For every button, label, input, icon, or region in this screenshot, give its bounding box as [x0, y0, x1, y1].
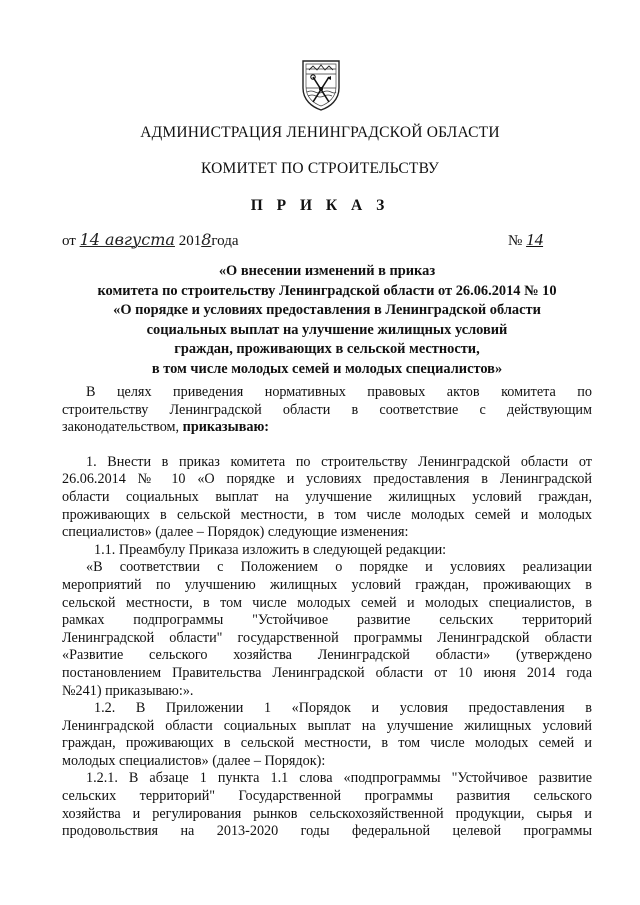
text-line: 26.06.2014 № 10 «О порядке и условиях предоставления в Ленинградской — [62, 471, 592, 488]
text-line: 1.2.1. В абзаце 1 пункта 1.1 слова «подпрограммы "Устойчивое развитие — [86, 770, 592, 787]
text-line: 1.1. Преамбулу Приказа изложить в следующей редакции: — [94, 541, 447, 558]
order-body — [62, 384, 592, 841]
year-handwritten: 8 — [201, 230, 212, 249]
text-line: проживающих в сельской местности, в том числе молодых семей и молодых — [62, 506, 592, 523]
text-line: «В соответствии с Положением о порядке и условиях реализации — [86, 559, 592, 576]
subject-line: граждан, проживающих в сельской местности, — [174, 341, 480, 358]
text-line: Ленинградской области" государственной программы Ленинградской области — [62, 629, 592, 646]
text-line: молодых специалистов» (далее – Порядок): — [62, 752, 326, 769]
year-printed: 201 — [178, 233, 202, 249]
text-line: рамках подпрограммы "Устойчивое развитие сельских территорий — [62, 612, 592, 629]
text-line: области социальных выплат на улучшение жилищных условий граждан, — [62, 488, 592, 505]
text-line: сельской местности, в том числе молодых семей и молодых специалистов, в — [62, 594, 592, 611]
item-1-2-paragraph — [62, 700, 592, 770]
text-line: хозяйства и регулирования рынков сельскохозяйственной продукции, сырья и — [62, 805, 592, 822]
coat-of-arms-emblem — [300, 58, 342, 112]
text-line: 1.2. В Приложении 1 «Порядок и условия предоставления в — [94, 700, 592, 717]
text-line: сельских территорий" Государственной программы развития сельского — [62, 788, 592, 805]
item-1-2-1-paragraph — [62, 770, 592, 840]
subject-line: комитета по строительству Ленинградской области от 26.06.2014 № 10 — [97, 282, 557, 299]
order-subject — [62, 262, 592, 380]
date-suffix: года — [211, 233, 239, 249]
text-line: продовольствия на 2013-2020 годы федеральной целевой программы — [62, 823, 592, 840]
date-prefix: от — [62, 233, 76, 249]
text-line: мероприятий по улучшению жилищных условий граждан, проживающих в — [62, 576, 592, 593]
item-1-paragraph — [62, 454, 592, 542]
subject-line: «О порядке и условиях предоставления в Ленинградской области — [113, 302, 541, 319]
subject-line: социальных выплат на улучшение жилищных условий — [146, 321, 508, 338]
subject-line: в том числе молодых семей и молодых специалистов» — [151, 360, 503, 377]
text-line: Ленинградской области социальных выплат на улучшение жилищных условий — [62, 717, 592, 734]
text-line: В целях приведения нормативных правовых актов комитета по — [86, 384, 592, 400]
preamble-text: законодательством, — [62, 419, 183, 436]
text-line: постановлением Правительства Ленинградской области от 10 июня 2014 года — [62, 664, 592, 681]
text-line: 1. Внести в приказ комитета по строительству Ленинградской области от — [86, 453, 592, 470]
text-line: строительству Ленинградской области в соответствие с действующим — [62, 401, 592, 418]
preamble-paragraph — [62, 384, 592, 437]
handwritten-number: 14 — [526, 230, 544, 249]
text-line: специалистов» (далее – Порядок) следующие изменения: — [62, 524, 409, 541]
item-1-1-paragraph — [62, 542, 592, 560]
order-number — [508, 230, 543, 250]
organization-name: АДМИНИСТРАЦИЯ ЛЕНИНГРАДСКОЙ ОБЛАСТИ — [140, 124, 500, 141]
handwritten-date: 14 августа — [79, 230, 175, 249]
text-line: граждан, проживающих в сельской местности, в том числе молодых семей и — [62, 735, 592, 752]
order-verb: приказываю: — [182, 419, 270, 436]
text-line: «Развитие сельского хозяйства Ленинградской области» (утверждено — [62, 647, 592, 664]
committee-name: КОМИТЕТ ПО СТРОИТЕЛЬСТВУ — [200, 160, 440, 177]
subject-line: «О внесении изменений в приказ — [218, 263, 436, 279]
text-line: №241) приказываю:». — [62, 682, 194, 699]
text-line — [62, 419, 592, 437]
number-prefix: № — [508, 233, 523, 249]
quoted-preamble — [62, 559, 592, 700]
order-dateline — [62, 230, 239, 250]
document-title: П Р И К А З — [250, 197, 390, 214]
